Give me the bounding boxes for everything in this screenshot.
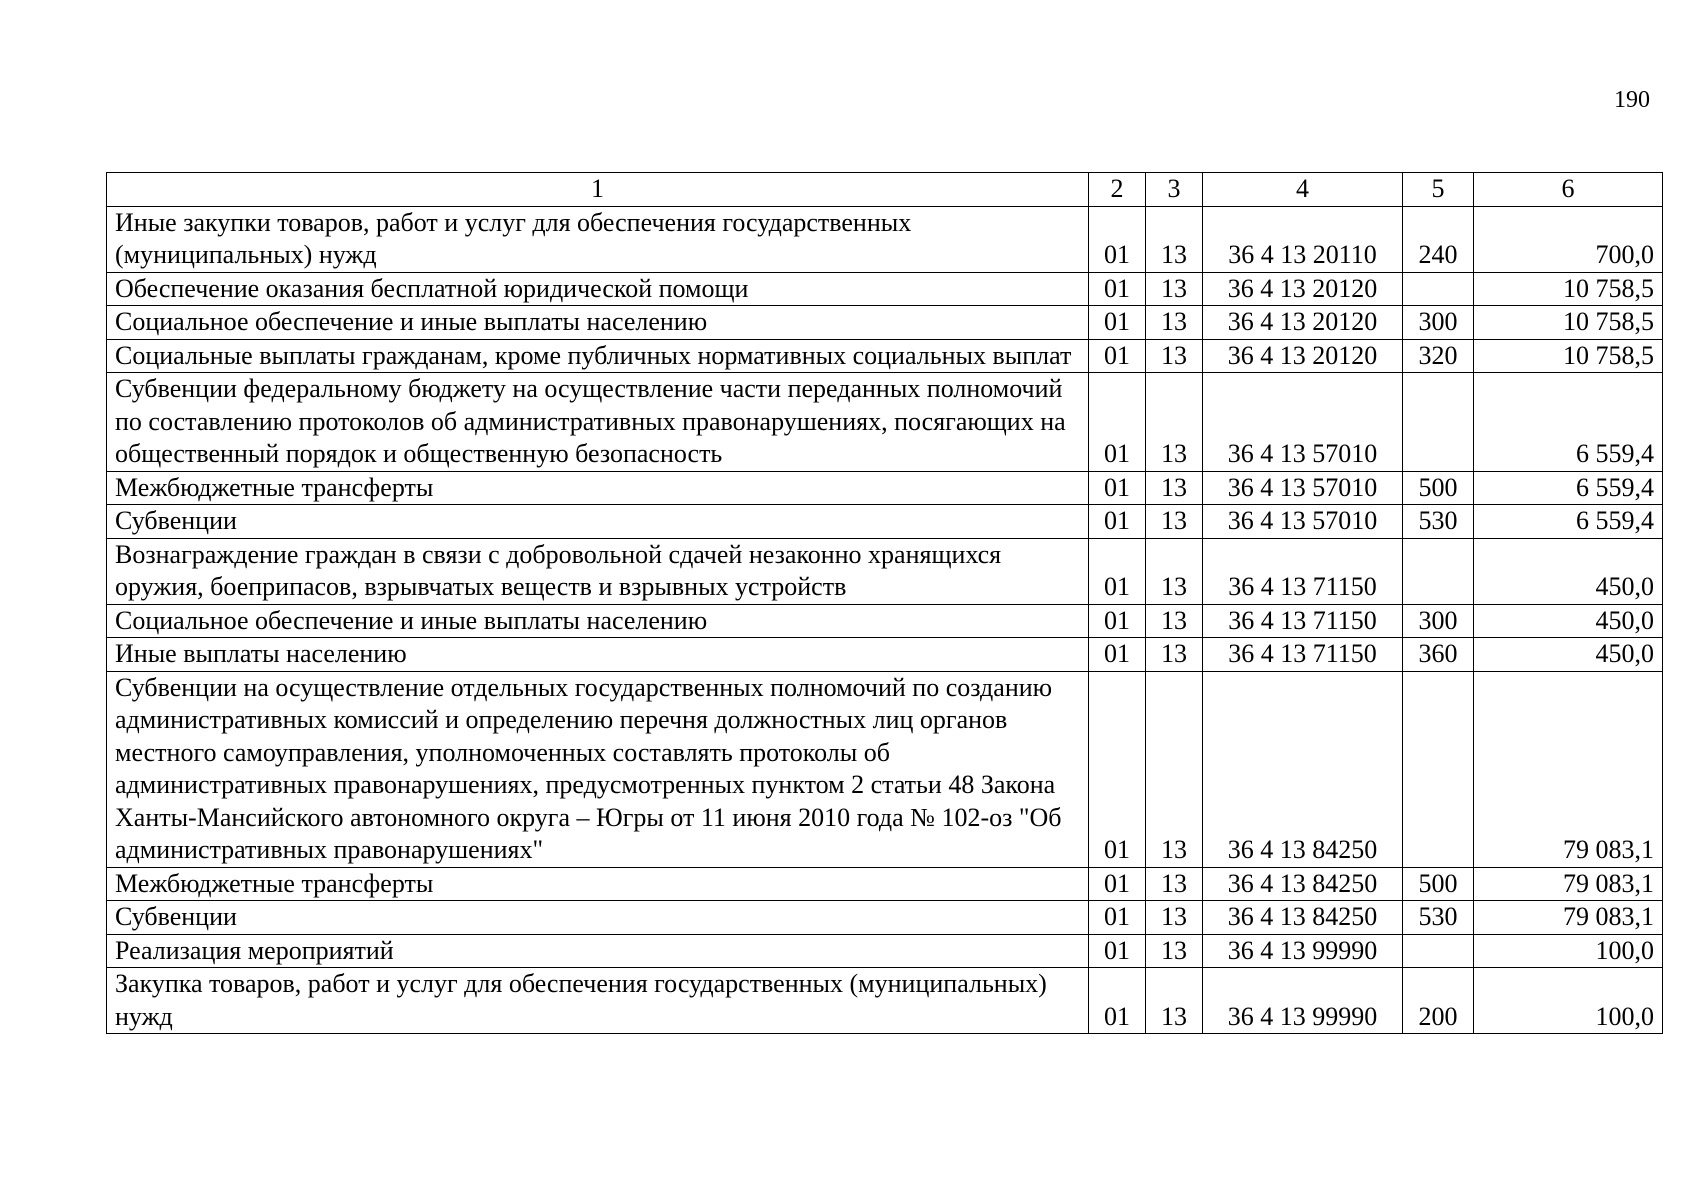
cell-amount: 10 758,5 xyxy=(1474,272,1663,306)
cell-target-code: 36 4 13 71150 xyxy=(1203,604,1403,638)
cell-name: Иные выплаты населению xyxy=(107,638,1089,672)
cell-section: 01 xyxy=(1089,206,1146,272)
cell-subsection: 13 xyxy=(1146,968,1203,1034)
table-row xyxy=(107,505,1663,539)
cell-name: Вознаграждение граждан в связи с добровольной сдачей незаконно хранящихся оружия, боеприпасов, взрывчатых веществ и взрывных устройств xyxy=(107,538,1089,604)
cell-subsection: 13 xyxy=(1146,901,1203,935)
header-cell-4: 4 xyxy=(1203,173,1403,207)
cell-target-code: 36 4 13 57010 xyxy=(1203,505,1403,539)
cell-section: 01 xyxy=(1089,901,1146,935)
cell-subsection: 13 xyxy=(1146,538,1203,604)
cell-subsection: 13 xyxy=(1146,373,1203,472)
table-row xyxy=(107,934,1663,968)
header-cell-3: 3 xyxy=(1146,173,1203,207)
page-number: 190 xyxy=(1614,87,1650,113)
cell-name: Закупка товаров, работ и услуг для обеспечения государственных (муниципальных) нужд xyxy=(107,968,1089,1034)
cell-subsection: 13 xyxy=(1146,505,1203,539)
cell-expense-type: 200 xyxy=(1403,968,1474,1034)
cell-section: 01 xyxy=(1089,272,1146,306)
table-row xyxy=(107,867,1663,901)
cell-subsection: 13 xyxy=(1146,604,1203,638)
cell-target-code: 36 4 13 57010 xyxy=(1203,373,1403,472)
cell-amount: 6 559,4 xyxy=(1474,471,1663,505)
cell-section: 01 xyxy=(1089,505,1146,539)
cell-target-code: 36 4 13 20120 xyxy=(1203,339,1403,373)
cell-amount: 700,0 xyxy=(1474,206,1663,272)
cell-name: Межбюджетные трансферты xyxy=(107,867,1089,901)
cell-expense-type xyxy=(1403,272,1474,306)
cell-name: Субвенции xyxy=(107,901,1089,935)
cell-section: 01 xyxy=(1089,934,1146,968)
cell-expense-type: 300 xyxy=(1403,306,1474,340)
cell-target-code: 36 4 13 84250 xyxy=(1203,867,1403,901)
cell-target-code: 36 4 13 71150 xyxy=(1203,538,1403,604)
table-row xyxy=(107,471,1663,505)
cell-name: Субвенции xyxy=(107,505,1089,539)
cell-amount: 450,0 xyxy=(1474,538,1663,604)
header-cell-6: 6 xyxy=(1474,173,1663,207)
table-row xyxy=(107,604,1663,638)
cell-amount: 6 559,4 xyxy=(1474,373,1663,472)
header-cell-2: 2 xyxy=(1089,173,1146,207)
cell-name: Реализация мероприятий xyxy=(107,934,1089,968)
cell-amount: 100,0 xyxy=(1474,968,1663,1034)
cell-target-code: 36 4 13 99990 xyxy=(1203,934,1403,968)
cell-amount: 450,0 xyxy=(1474,604,1663,638)
cell-name: Иные закупки товаров, работ и услуг для обеспечения государственных (муниципальных) нужд xyxy=(107,206,1089,272)
cell-section: 01 xyxy=(1089,373,1146,472)
cell-target-code: 36 4 13 57010 xyxy=(1203,471,1403,505)
cell-target-code: 36 4 13 20120 xyxy=(1203,272,1403,306)
table-row xyxy=(107,538,1663,604)
cell-name: Социальное обеспечение и иные выплаты населению xyxy=(107,306,1089,340)
cell-section: 01 xyxy=(1089,968,1146,1034)
cell-amount: 10 758,5 xyxy=(1474,306,1663,340)
table-header-row xyxy=(107,173,1663,207)
cell-name: Социальные выплаты гражданам, кроме публичных нормативных социальных выплат xyxy=(107,339,1089,373)
cell-expense-type: 300 xyxy=(1403,604,1474,638)
cell-expense-type: 500 xyxy=(1403,867,1474,901)
cell-subsection: 13 xyxy=(1146,934,1203,968)
cell-expense-type xyxy=(1403,671,1474,867)
cell-expense-type xyxy=(1403,934,1474,968)
cell-target-code: 36 4 13 84250 xyxy=(1203,901,1403,935)
cell-name: Межбюджетные трансферты xyxy=(107,471,1089,505)
cell-section: 01 xyxy=(1089,671,1146,867)
cell-target-code: 36 4 13 20120 xyxy=(1203,306,1403,340)
cell-expense-type: 320 xyxy=(1403,339,1474,373)
cell-target-code: 36 4 13 20110 xyxy=(1203,206,1403,272)
cell-expense-type: 530 xyxy=(1403,505,1474,539)
cell-amount: 79 083,1 xyxy=(1474,901,1663,935)
cell-amount: 79 083,1 xyxy=(1474,867,1663,901)
table-row xyxy=(107,901,1663,935)
budget-table xyxy=(106,172,1663,1034)
cell-target-code: 36 4 13 71150 xyxy=(1203,638,1403,672)
cell-section: 01 xyxy=(1089,471,1146,505)
header-cell-5: 5 xyxy=(1403,173,1474,207)
cell-expense-type xyxy=(1403,538,1474,604)
cell-amount: 79 083,1 xyxy=(1474,671,1663,867)
cell-subsection: 13 xyxy=(1146,638,1203,672)
cell-section: 01 xyxy=(1089,538,1146,604)
cell-amount: 10 758,5 xyxy=(1474,339,1663,373)
table-row xyxy=(107,373,1663,472)
cell-section: 01 xyxy=(1089,306,1146,340)
table-row xyxy=(107,306,1663,340)
cell-target-code: 36 4 13 84250 xyxy=(1203,671,1403,867)
cell-subsection: 13 xyxy=(1146,471,1203,505)
table-row xyxy=(107,671,1663,867)
table-row xyxy=(107,638,1663,672)
cell-amount: 100,0 xyxy=(1474,934,1663,968)
cell-subsection: 13 xyxy=(1146,306,1203,340)
cell-name: Субвенции федеральному бюджету на осуществление части переданных полномочий по составлению протоколов об административных правонарушениях, посягающих на общественный порядок и общественную безопасность xyxy=(107,373,1089,472)
cell-expense-type: 530 xyxy=(1403,901,1474,935)
cell-section: 01 xyxy=(1089,867,1146,901)
table-row xyxy=(107,206,1663,272)
cell-subsection: 13 xyxy=(1146,339,1203,373)
cell-amount: 450,0 xyxy=(1474,638,1663,672)
cell-name: Социальное обеспечение и иные выплаты населению xyxy=(107,604,1089,638)
cell-section: 01 xyxy=(1089,339,1146,373)
cell-subsection: 13 xyxy=(1146,272,1203,306)
cell-target-code: 36 4 13 99990 xyxy=(1203,968,1403,1034)
cell-section: 01 xyxy=(1089,638,1146,672)
cell-subsection: 13 xyxy=(1146,867,1203,901)
cell-subsection: 13 xyxy=(1146,671,1203,867)
cell-name: Обеспечение оказания бесплатной юридической помощи xyxy=(107,272,1089,306)
cell-expense-type: 500 xyxy=(1403,471,1474,505)
table-row xyxy=(107,339,1663,373)
cell-expense-type xyxy=(1403,373,1474,472)
table-row xyxy=(107,272,1663,306)
table-row xyxy=(107,968,1663,1034)
cell-section: 01 xyxy=(1089,604,1146,638)
cell-expense-type: 240 xyxy=(1403,206,1474,272)
cell-expense-type: 360 xyxy=(1403,638,1474,672)
cell-subsection: 13 xyxy=(1146,206,1203,272)
cell-name: Субвенции на осуществление отдельных государственных полномочий по созданию административных комиссий и определению перечня должностных лиц органов местного самоуправления, уполномоченных составлять протоколы об административных правонарушениях, предусмотренных пунктом 2 статьи 48 Закона Ханты-Мансийского автономного округа – Югры от 11 июня 2010 года № 102-оз "Об административных правонарушениях" xyxy=(107,671,1089,867)
header-cell-1: 1 xyxy=(107,173,1089,207)
cell-amount: 6 559,4 xyxy=(1474,505,1663,539)
